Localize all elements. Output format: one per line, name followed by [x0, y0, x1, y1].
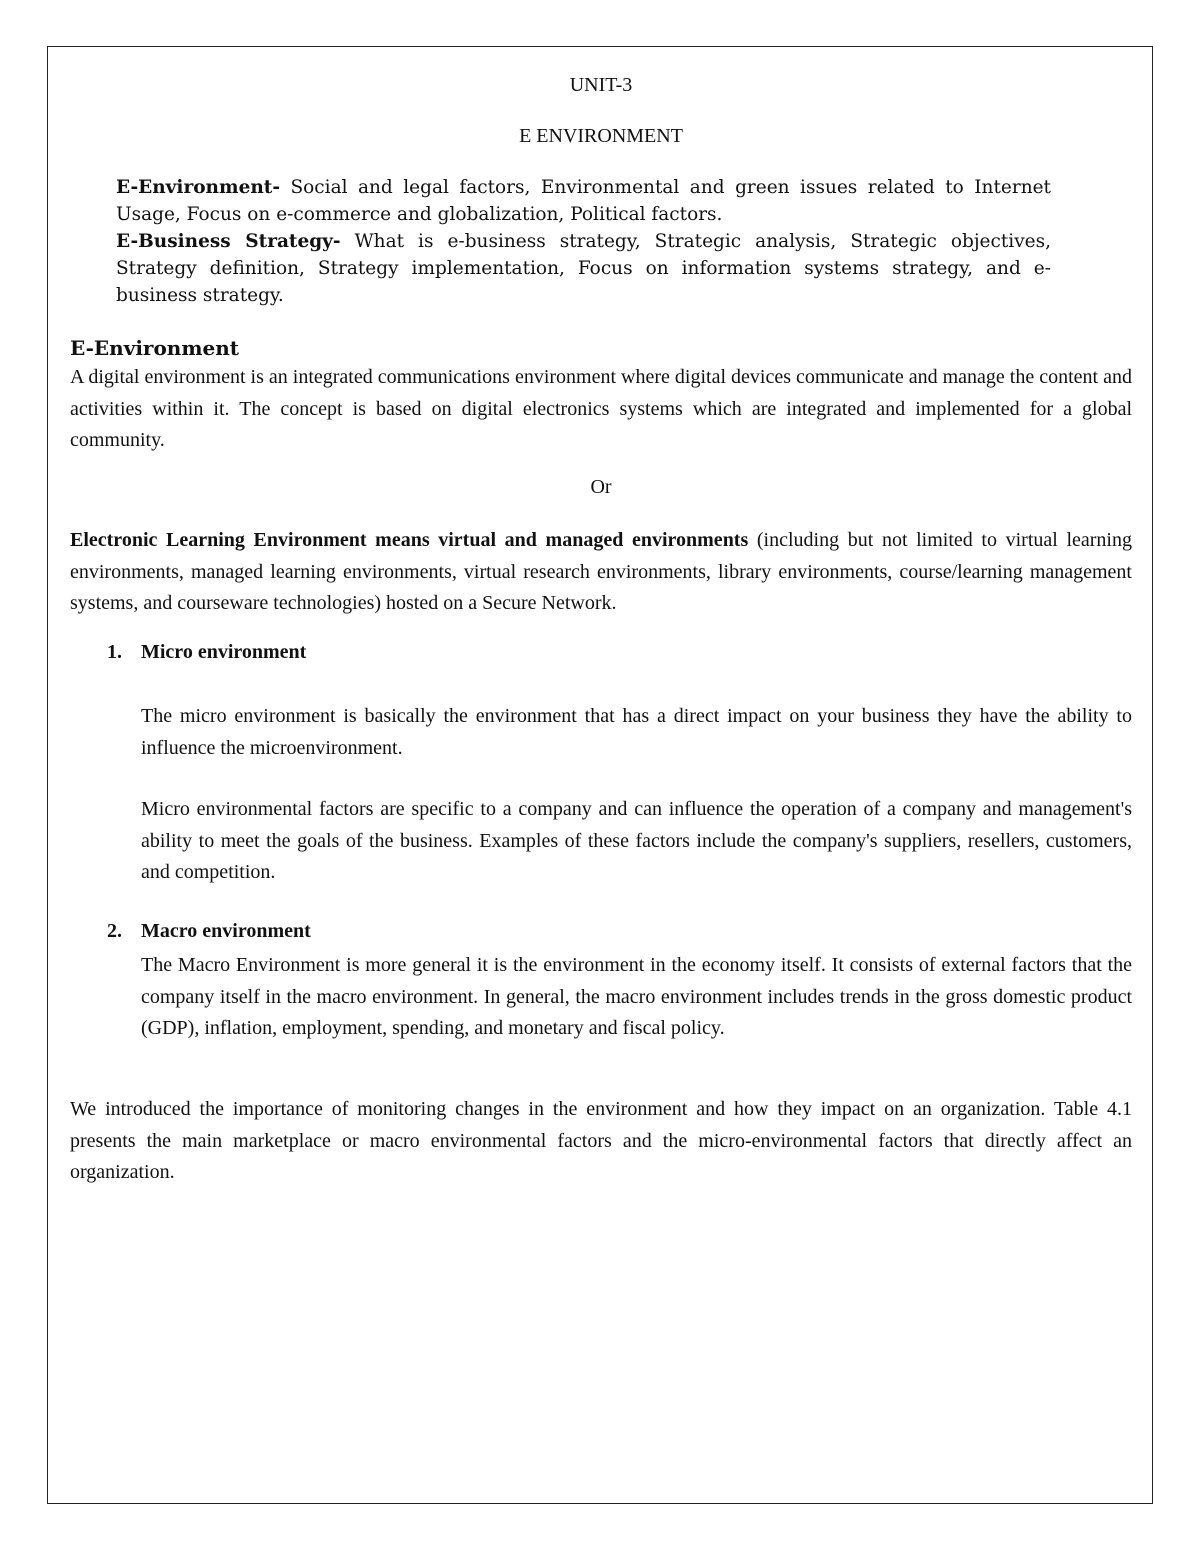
macro-paragraph: The Macro Environment is more general it is the environment in the economy itself. It consists of external factors that the company itself in the macro environment. In general, the macro environment includes trends in the gross domestic product (GDP), inflation, employment, spending, and monetary and fiscal policy.: [141, 954, 1132, 1039]
list-number: 1.: [107, 641, 122, 663]
closing-paragraph: We introduced the importance of monitoring changes in the environment and how they impact on an organization. Table 4.1 presents the main marketplace or macro environmental factors and the micro-environmental factors that directly affect an organization.: [70, 1098, 1132, 1183]
elearning-bold-lead: Electronic Learning Environment means virtual and managed environments: [70, 529, 749, 551]
list-number: 2.: [107, 920, 122, 942]
micro-environment-heading: [107, 641, 306, 664]
or-separator: Or: [590, 476, 612, 498]
page-title: E ENVIRONMENT: [519, 125, 683, 147]
elearning-text: (including but not limited to virtual learning environments, managed learning environments, virtual research environments, library environments, course/learning management systems, and courseware technologies) hosted on a Secure Network.: [70, 529, 1132, 614]
list-heading-text: Micro environment: [141, 641, 307, 663]
unit-title: UNIT-3: [569, 74, 633, 96]
syllabus-environment: [116, 174, 1051, 228]
micro-paragraph-2: Micro environmental factors are specific to a company and can influence the operation of a company and management's ability to meet the goals of the business. Examples of these factors include the company's suppliers, resellers, customers, and competition.: [141, 798, 1132, 883]
syllabus-environment-text: Social and legal factors, Environmental and green issues related to Internet Usage, Focus on e-commerce and globalization, Political factors.: [116, 177, 1051, 225]
macro-environment-heading: [107, 920, 311, 943]
syllabus-strategy: [116, 228, 1051, 309]
section-heading: E-Environment: [70, 336, 240, 360]
syllabus-block: [116, 174, 1051, 309]
syllabus-environment-label: E-Environment-: [116, 177, 281, 198]
syllabus-strategy-label: E-Business Strategy-: [116, 231, 341, 252]
list-heading-text: Macro environment: [141, 920, 311, 942]
syllabus-strategy-text: What is e-business strategy, Strategic analysis, Strategic objectives, Strategy definition, Strategy implementation, Focus on information systems strategy, and e-business strategy.: [116, 231, 1051, 306]
digital-environment-paragraph: A digital environment is an integrated communications environment where digital devices communicate and manage the content and activities within it. The concept is based on digital electronics systems which are integrated and implemented for a global community.: [70, 366, 1132, 451]
elearning-paragraph: [70, 525, 1132, 620]
micro-paragraph-1: The micro environment is basically the environment that has a direct impact on your business they have the ability to influence the microenvironment.: [141, 705, 1132, 759]
